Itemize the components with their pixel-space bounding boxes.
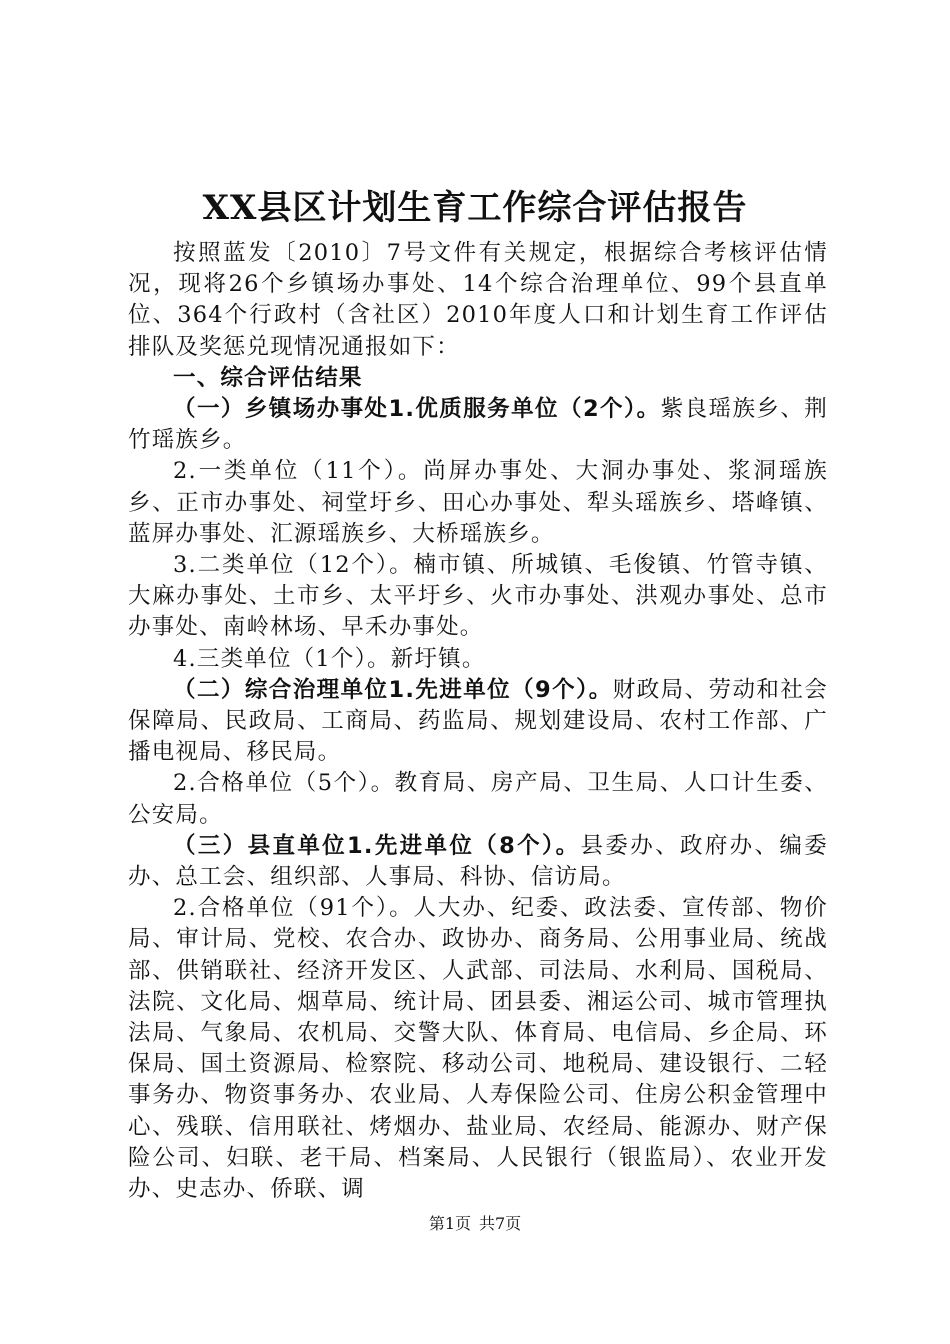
- subsection-3-heading: （三）县直单位1.先进单位（8个）。: [173, 832, 581, 859]
- subsection-2-heading: （二）综合治理单位1.先进单位（9个）。: [173, 676, 613, 703]
- page-total: 共7页: [479, 1214, 522, 1233]
- subsection-1-item-4: 4.三类单位（1个）。新圩镇。: [173, 645, 486, 672]
- subsection-1-heading: （一）乡镇场办事处1.优质服务单位（2个）。: [173, 396, 661, 423]
- subsection-2-text: 财政局、劳动和社会保障局、民政局、工商局、药监局、规划建设局、农村工作部、广播电视局、移民局。: [128, 676, 828, 766]
- page-footer: [0, 1214, 950, 1234]
- document-title: XX县区计划生育工作综合评估报告: [202, 188, 748, 228]
- section-heading: 一、综合评估结果: [173, 364, 363, 391]
- page-number: 第1页: [428, 1214, 471, 1233]
- subsection-1: [128, 394, 828, 456]
- subsection-2-item-2: 2.合格单位（5个）。教育局、房产局、卫生局、人口计生委、公安局。: [128, 770, 828, 828]
- subsection-1-text: 紫良瑶族乡、荆竹瑶族乡。: [128, 396, 829, 454]
- subsection-2: [128, 675, 828, 769]
- document-body: [128, 238, 828, 1205]
- subsection-3-item-2: 2.合格单位（91个）。人大办、纪委、政法委、宣传部、物价局、审计局、党校、农合办、政协办、商务局、公用事业局、统战部、供销联社、经济开发区、人武部、司法局、水利局、国税局、法院、文化局、烟草局、统计局、团县委、湘运公司、城市管理执法局、气象局、农机局、交警大队、体育局、电信局、乡企局、环保局、国土资源局、检察院、移动公司、地税局、建设银行、二轻事务办、物资事务办、农业局、人寿保险公司、住房公积金管理中心、残联、信用联社、烤烟办、盐业局、农经局、能源办、财产保险公司、妇联、老干局、档案局、人民银行（银监局）、农业开发办、史志办、侨联、调: [128, 895, 828, 1203]
- subsection-1-item-3: 3.二类单位（12个）。楠市镇、所城镇、毛俊镇、竹管寺镇、大麻办事处、土市乡、太平圩乡、火市办事处、洪观办事处、总市办事处、南岭林场、早禾办事处。: [128, 552, 828, 641]
- subsection-3-text: 县委办、政府办、编委办、总工会、组织部、人事局、科协、信访局。: [128, 832, 828, 891]
- intro-paragraph: 按照蓝发〔2010〕7号文件有关规定，根据综合考核评估情况，现将26个乡镇场办事处、14个综合治理单位、99个县直单位、364个行政村（含社区）2010年度人口和计划生育工作评估排队及奖惩兑现情况通报如下：: [128, 240, 828, 360]
- subsection-3: [128, 831, 828, 893]
- subsection-1-item-2: 2.一类单位（11个）。尚屏办事处、大洞办事处、浆洞瑶族乡、正市办事处、祠堂圩乡、田心办事处、犁头瑶族乡、塔峰镇、蓝屏办事处、汇源瑶族乡、大桥瑶族乡。: [128, 458, 828, 547]
